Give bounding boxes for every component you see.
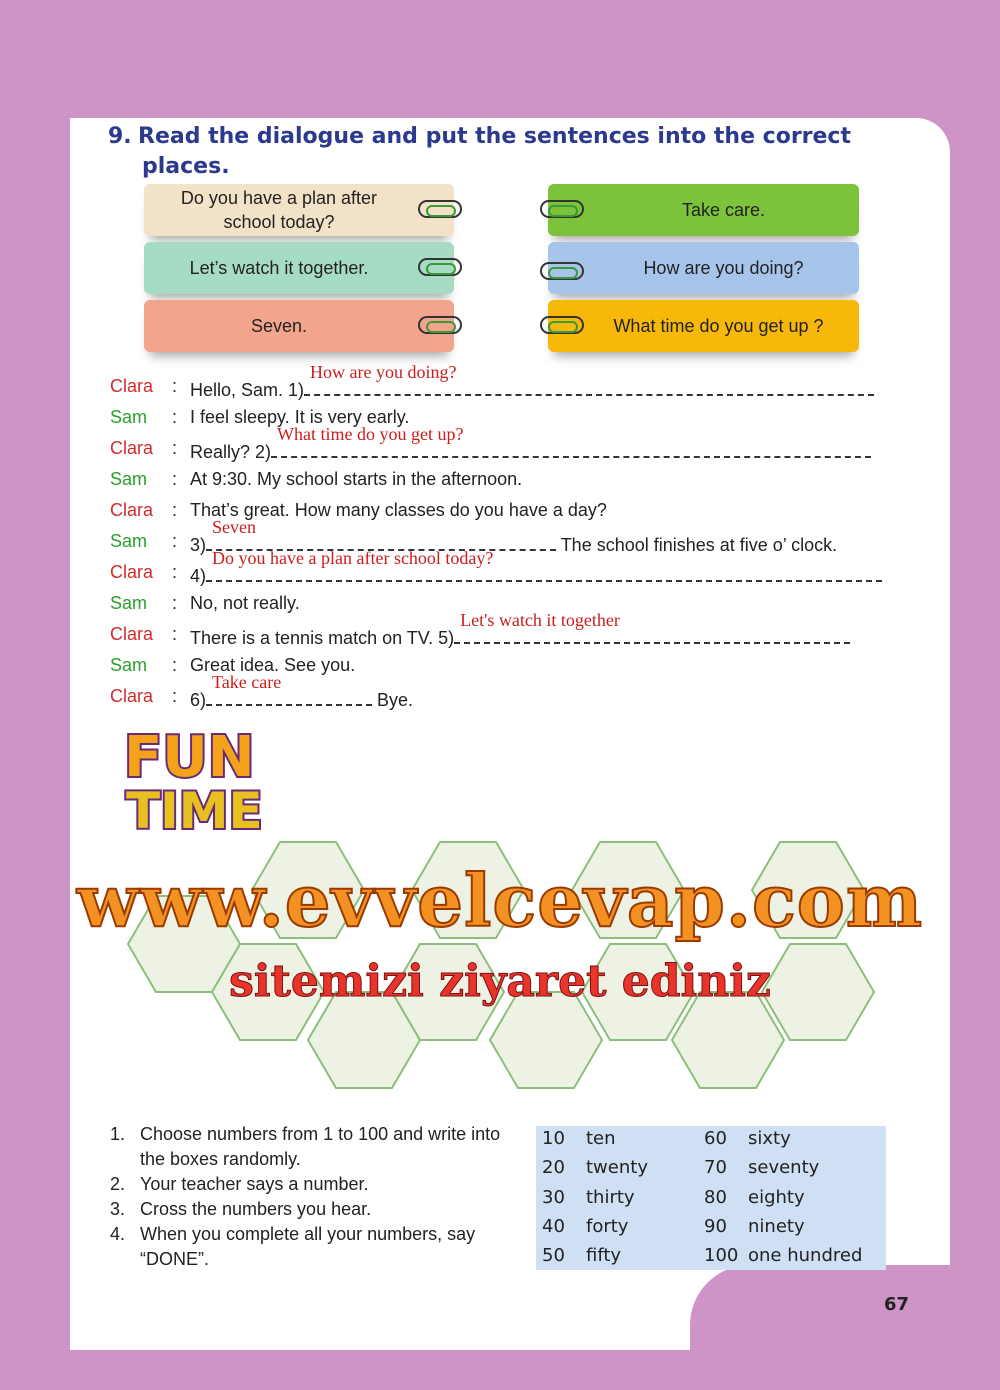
paperclip-icon bbox=[540, 200, 584, 218]
instruction-item: 1. Choose numbers from 1 to 100 and write into the boxes randomly. bbox=[110, 1124, 501, 1169]
paperclip-icon bbox=[418, 258, 462, 276]
number-words-box: 10 ten 20 twenty 30 thirty 40 forty 50 fifty 60 sixty 70 seventy 80 eighty 90 ninety 100 one hundred bbox=[536, 1126, 886, 1270]
watermark-tagline: sitemizi ziyaret ediniz bbox=[229, 956, 771, 1007]
answer-blank[interactable]: What time do you get up? bbox=[271, 438, 871, 458]
answer-blank[interactable]: How are you doing? bbox=[304, 376, 874, 396]
dialogue-line: Clara : There is a tennis match on TV. 5) Let's watch it together bbox=[110, 618, 900, 648]
paperclip-icon bbox=[418, 200, 462, 218]
exercise-title: 9. Read the dialogue and put the sentences into the correct places. bbox=[108, 124, 851, 179]
page-curl bbox=[690, 1265, 980, 1390]
dialogue-line: Clara : Really? 2) What time do you get up? bbox=[110, 432, 900, 462]
dialogue-line: Clara : Hello, Sam. 1) How are you doing? bbox=[110, 370, 900, 400]
card-seven[interactable]: Seven. bbox=[144, 300, 454, 352]
card-watch[interactable]: Let’s watch it together. bbox=[144, 242, 454, 294]
paperclip-icon bbox=[540, 316, 584, 334]
dialogue-line: Sam : Great idea. See you. bbox=[110, 655, 356, 675]
instruction-item: 3. Cross the numbers you hear. bbox=[110, 1199, 372, 1219]
card-plan[interactable]: Do you have a plan after school today? bbox=[144, 184, 454, 236]
card-how-are-you[interactable]: How are you doing? bbox=[548, 242, 859, 294]
answer-blank[interactable]: Let's watch it together bbox=[454, 624, 850, 644]
funtime-word-time: TIME bbox=[126, 782, 263, 836]
page-number: 67 bbox=[884, 1294, 910, 1315]
instruction-item: 4. When you complete all your numbers, say “DONE”. bbox=[110, 1224, 476, 1269]
dialogue-line: Sam : I feel sleepy. It is very early. bbox=[110, 407, 410, 427]
instruction-item: 2. Your teacher says a number. bbox=[110, 1174, 369, 1194]
paperclip-icon bbox=[540, 262, 584, 280]
funtime-word-fun: FUN bbox=[124, 725, 255, 790]
instructions-list bbox=[110, 1122, 530, 1272]
answer-blank[interactable]: Take care bbox=[206, 686, 372, 706]
dialogue-line: Clara : That’s great. How many classes do you have a day? bbox=[110, 500, 607, 520]
paperclip-icon bbox=[418, 316, 462, 334]
dialogue-line: Clara : 4) Do you have a plan after school today? bbox=[110, 556, 900, 586]
funtime-logo bbox=[112, 716, 292, 836]
answer-blank[interactable]: Seven bbox=[206, 531, 556, 551]
dialogue-line: Clara : 6) Take care Bye. bbox=[110, 672, 414, 710]
card-take-care[interactable]: Take care. bbox=[548, 184, 859, 236]
watermark-site: www.evvelcevap.com bbox=[77, 858, 923, 943]
dialogue-line: Sam : No, not really. bbox=[110, 593, 300, 613]
dialogue-line: Sam : At 9:30. My school starts in the afternoon. bbox=[110, 469, 523, 489]
answer-blank[interactable]: Do you have a plan after school today? bbox=[206, 562, 882, 582]
dialogue-line: Sam : 3) Seven The school finishes at five o’ clock. bbox=[110, 517, 838, 555]
card-what-time[interactable]: What time do you get up ? bbox=[548, 300, 859, 352]
